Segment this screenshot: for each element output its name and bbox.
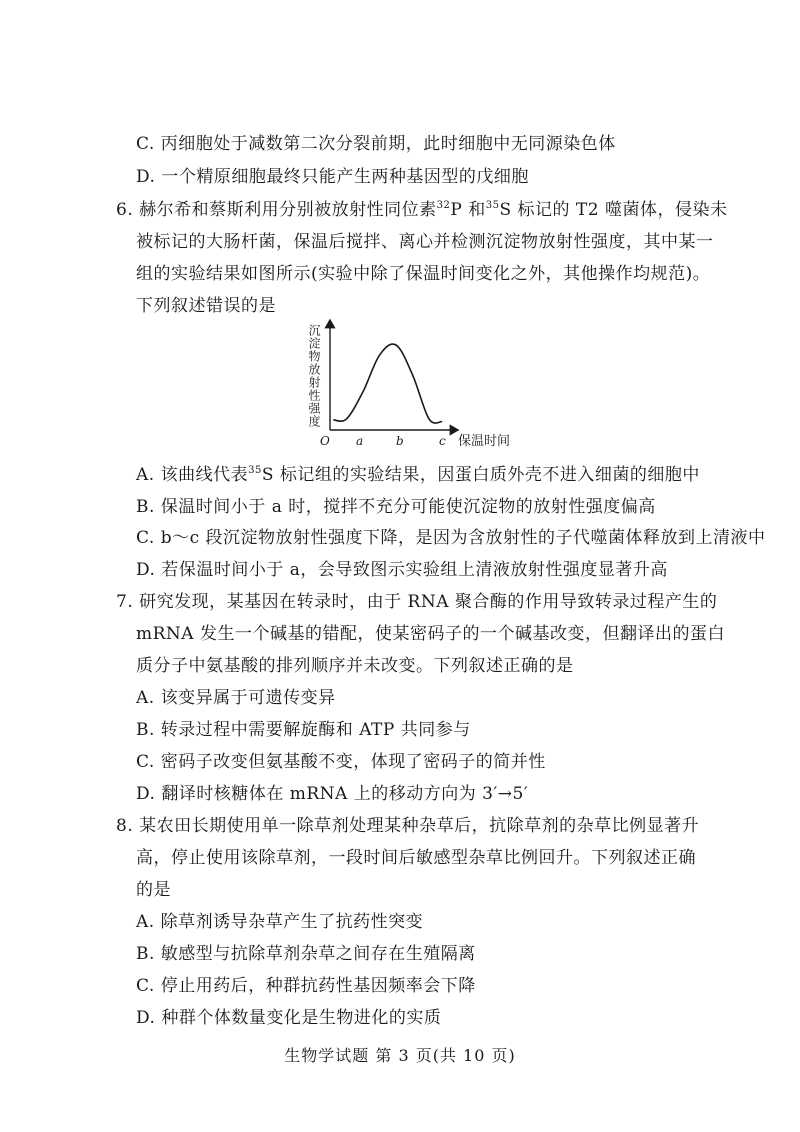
q7-option-d: D. 翻译时核糖体在 mRNA 上的移动方向为 3′→5′	[136, 784, 529, 804]
isotope-32-superscript: 32	[436, 200, 451, 211]
graph-canvas	[300, 312, 540, 457]
q8-option-c: C. 停止用药后，种群抗药性基因频率会下降	[136, 976, 476, 996]
y-axis-label: 沉淀物放射性强度	[307, 324, 321, 428]
page-footer: 生物学试题 第 3 页(共 10 页)	[284, 1046, 516, 1065]
q7-option-a: A. 该变异属于可遗传变异	[136, 688, 336, 708]
q6-stem-line-1	[116, 198, 727, 222]
q6-stem-text-c: S 标记的 T2 噬菌体，侵染未	[499, 200, 728, 220]
q6-option-b: B. 保温时间小于 a 时，搅拌不充分可能使沉淀物的放射性强度偏高	[136, 497, 656, 517]
origin-label: O	[320, 434, 330, 448]
q8-option-b: B. 敏感型与抗除草剂杂草之间存在生殖隔离	[136, 944, 476, 964]
q6-stem-line-3: 组的实验结果如图所示(实验中除了保温时间变化之外，其他操作均规范)。	[136, 264, 711, 284]
q6-stem-line-4: 下列叙述错误的是	[136, 296, 276, 316]
radioactivity-curve	[333, 344, 442, 423]
q7-option-c: C. 密码子改变但氨基酸不变，体现了密码子的简并性	[136, 752, 546, 772]
q7-stem-line-2: mRNA 发生一个碱基的错配，使某密码子的一个碱基改变，但翻译出的蛋白	[136, 624, 725, 644]
radioactivity-graph	[300, 312, 540, 457]
x-tick-a: a	[356, 434, 364, 448]
q6-option-a	[136, 463, 700, 487]
q6-stem-text-b: P 和	[450, 200, 486, 220]
q5-option-d: D. 一个精原细胞最终只能产生两种基因型的戊细胞	[136, 167, 529, 187]
q6-option-a-text-b: S 标记组的实验结果，因蛋白质外壳不进入细菌的细胞中	[261, 465, 700, 485]
x-tick-b: b	[396, 434, 404, 448]
q7-stem-line-3: 质分子中氨基酸的排列顺序并未改变。下列叙述正确的是	[136, 656, 574, 676]
q8-stem-line-2: 高，停止使用该除草剂，一段时间后敏感型杂草比例回升。下列叙述正确	[136, 848, 696, 868]
q6-option-d: D. 若保温时间小于 a，会导致图示实验组上清液放射性强度显著升高	[136, 560, 668, 580]
isotope-35-superscript: 35	[485, 200, 500, 211]
x-tick-c: c	[439, 434, 446, 448]
q6-option-c: C. b～c 段沉淀物放射性强度下降，是因为含放射性的子代噬菌体释放到上清液中	[136, 528, 766, 548]
isotope-35-superscript-2: 35	[248, 465, 262, 476]
q6-stem-line-2: 被标记的大肠杆菌，保温后搅拌、离心并检测沉淀物放射性强度，其中某一	[136, 232, 714, 252]
q5-option-c: C. 丙细胞处于减数第二次分裂前期，此时细胞中无同源染色体	[136, 134, 616, 154]
q7-stem-line-1: 7. 研究发现，某基因在转录时，由于 RNA 聚合酶的作用导致转录过程产生的	[116, 592, 718, 612]
q8-stem-line-1: 8. 某农田长期使用单一除草剂处理某种杂草后，抗除草剂的杂草比例显著升	[116, 816, 700, 836]
q8-option-d: D. 种群个体数量变化是生物进化的实质	[136, 1008, 442, 1028]
q6-stem-text-a: 6. 赫尔希和蔡斯利用分别被放射性同位素	[116, 200, 437, 220]
q8-option-a: A. 除草剂诱导杂草产生了抗药性突变	[136, 912, 424, 932]
q7-option-b: B. 转录过程中需要解旋酶和 ATP 共同参与	[136, 720, 471, 740]
q8-stem-line-3: 的是	[136, 880, 171, 900]
q6-option-a-text-a: A. 该曲线代表	[136, 465, 249, 485]
x-axis-label: 保温时间	[458, 434, 511, 449]
